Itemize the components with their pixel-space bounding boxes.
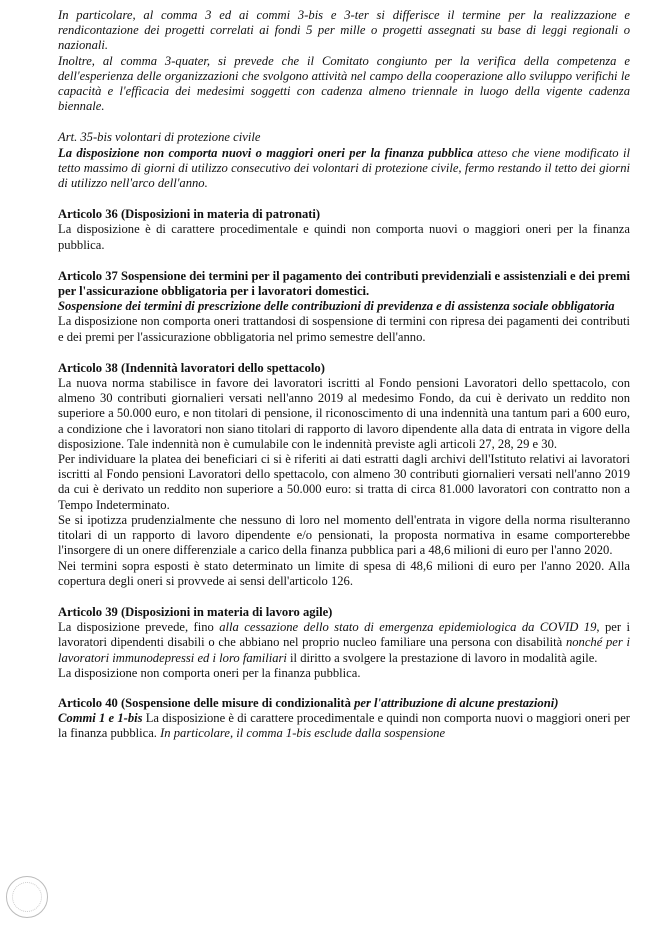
art38-title: Articolo 38 (Indennità lavoratori dello spettacolo) [58,360,325,375]
intro-paragraph-1: In particolare, al comma 3 ed ai commi 3-bis e 3-ter si differisce il termine per la realizzazione e rendicontazione dei progetti correlati ai fondi 5 per mille o progetti assegnati su base di leggi regionali o nazionali. [58,8,630,53]
art39-paragraph-1 [58,620,630,666]
art40-paragraph [58,711,630,741]
seal-stamp [6,876,48,918]
art40-lead: Commi 1 e 1-bis [58,711,143,726]
art36-text: La disposizione è di carattere procedimentale e quindi non comporta nuovi o maggiori oneri per la finanza pubblica. [58,222,630,252]
art39-text-1: La disposizione prevede, fino [58,620,220,635]
art38-paragraph-2: Per individuare la platea dei beneficiari ci si è riferiti ai dati estratti dagli archivi dell'Istituto relativi ai lavoratori iscritti al Fondo pensioni Lavoratori dello spettacolo, con almeno 30 contributi giornalieri versati nell'anno 2019 da cui è derivato un reddito non superiore a 50.000 euro: si tratta di circa 81.000 lavoratori con contratto non a Tempo Indeterminato. [58,452,630,512]
art39-text-3: il diritto a svolgere la prestazione di lavoro in modalità agile. [286,650,598,665]
art38-paragraph-3: Se si ipotizza prudenzialmente che nessuno di loro nel momento dell'entrata in vigore della norma risulteranno titolari di un rapporto di lavoro dipendente e/o pensionati, la proposta normativa in esame comporterebbe l'insorgere di un onere differenziale a carico della finanza pubblica pari a 48,6 milioni di euro per l'anno 2020. [58,512,630,558]
art40-title-main: Articolo 40 (Sospensione delle misure di condizionalità [58,695,355,710]
art39-text-2: , per i lavoratori dipendenti disabili o che abbiano nel proprio nucleo familiare una persona con disabilità [58,620,630,650]
art38-paragraph-1: La nuova norma stabilisce in favore dei lavoratori iscritti al Fondo pensioni Lavoratori dello spettacolo, con almeno 30 contributi giornalieri versati nell'anno 2019 al medesimo Fondo, da cui è derivato un reddito non superiore a 50.000 euro, e non titolari di pensione, il riconoscimento di una indennità una tantum pari a 600 euro, a condizione che i lavoratori non siano titolari di rapporto di lavoro dipendente alla data di entrata in vigore della disposizione. Tale indennità non è cumulabile con le indennità previste agli articoli 27, 28, 29 e 30. [58,376,630,451]
art40-text: La disposizione è di carattere procedimentale e quindi non comporta nuovi o maggiori oneri per la finanza pubblica. [58,711,630,741]
art40-title [58,696,630,711]
art39-paragraph-2: La disposizione non comporta oneri per la finanza pubblica. [58,665,361,680]
art35bis-title: Art. 35-bis volontari di protezione civile [58,130,261,145]
art35bis-lead: La disposizione non comporta nuovi o maggiori oneri per la finanza pubblica [58,145,474,160]
art36-title: Articolo 36 (Disposizioni in materia di patronati) [58,207,321,222]
art40-title-italic: per l'attribuzione di alcune prestazioni) [354,695,559,710]
art35bis-paragraph [58,146,630,192]
art39-title: Articolo 39 (Disposizioni in materia di lavoro agile) [58,604,333,619]
art35bis-text: atteso che viene modificato il tetto massimo di giorni di utilizzo consecutivo dei volontari di protezione civile, fermo restando il tetto dei giorni di utilizzo nell'arco dell'anno. [58,145,630,191]
art40-text-italic: In particolare, il comma 1-bis esclude dalla sospensione [160,726,446,741]
art39-italic-2: nonché per i lavoratori immunodepressi ed i loro familiari [58,635,631,665]
art37-subtitle: Sospensione dei termini di prescrizione delle contribuzioni di previdenza e di assistenza sociale obbligatoria [58,299,615,314]
art38-paragraph-4: Nei termini sopra esposti è stato determinato un limite di spesa di 48,6 milioni di euro per l'anno 2020. Alla copertura degli oneri si provvede ai sensi dell'articolo 126. [58,558,630,588]
document-page [58,8,630,742]
art39-italic-1: alla cessazione dello stato di emergenza epidemiologica da COVID 19 [219,620,597,635]
art37-title: Articolo 37 Sospensione dei termini per il pagamento dei contributi previdenziali e assistenziali e dei premi per l'assicurazione obbligatoria per i lavoratori domestici. [58,268,630,299]
intro-paragraph-2: Inoltre, al comma 3-quater, si prevede che il Comitato congiunto per la verifica della competenza e dell'esperienza delle organizzazioni che svolgono attività nel campo della cooperazione allo sviluppo verifichi le capacità e l'efficacia dei medesimi soggetti con cadenza almeno triennale in luogo della vigente cadenza biennale. [58,53,630,114]
art37-text: La disposizione non comporta oneri trattandosi di sospensione di termini con ripresa dei pagamenti dei contributi e dei premi per l'assicurazione obbligatoria nel primo semestre dell'anno. [58,314,630,344]
